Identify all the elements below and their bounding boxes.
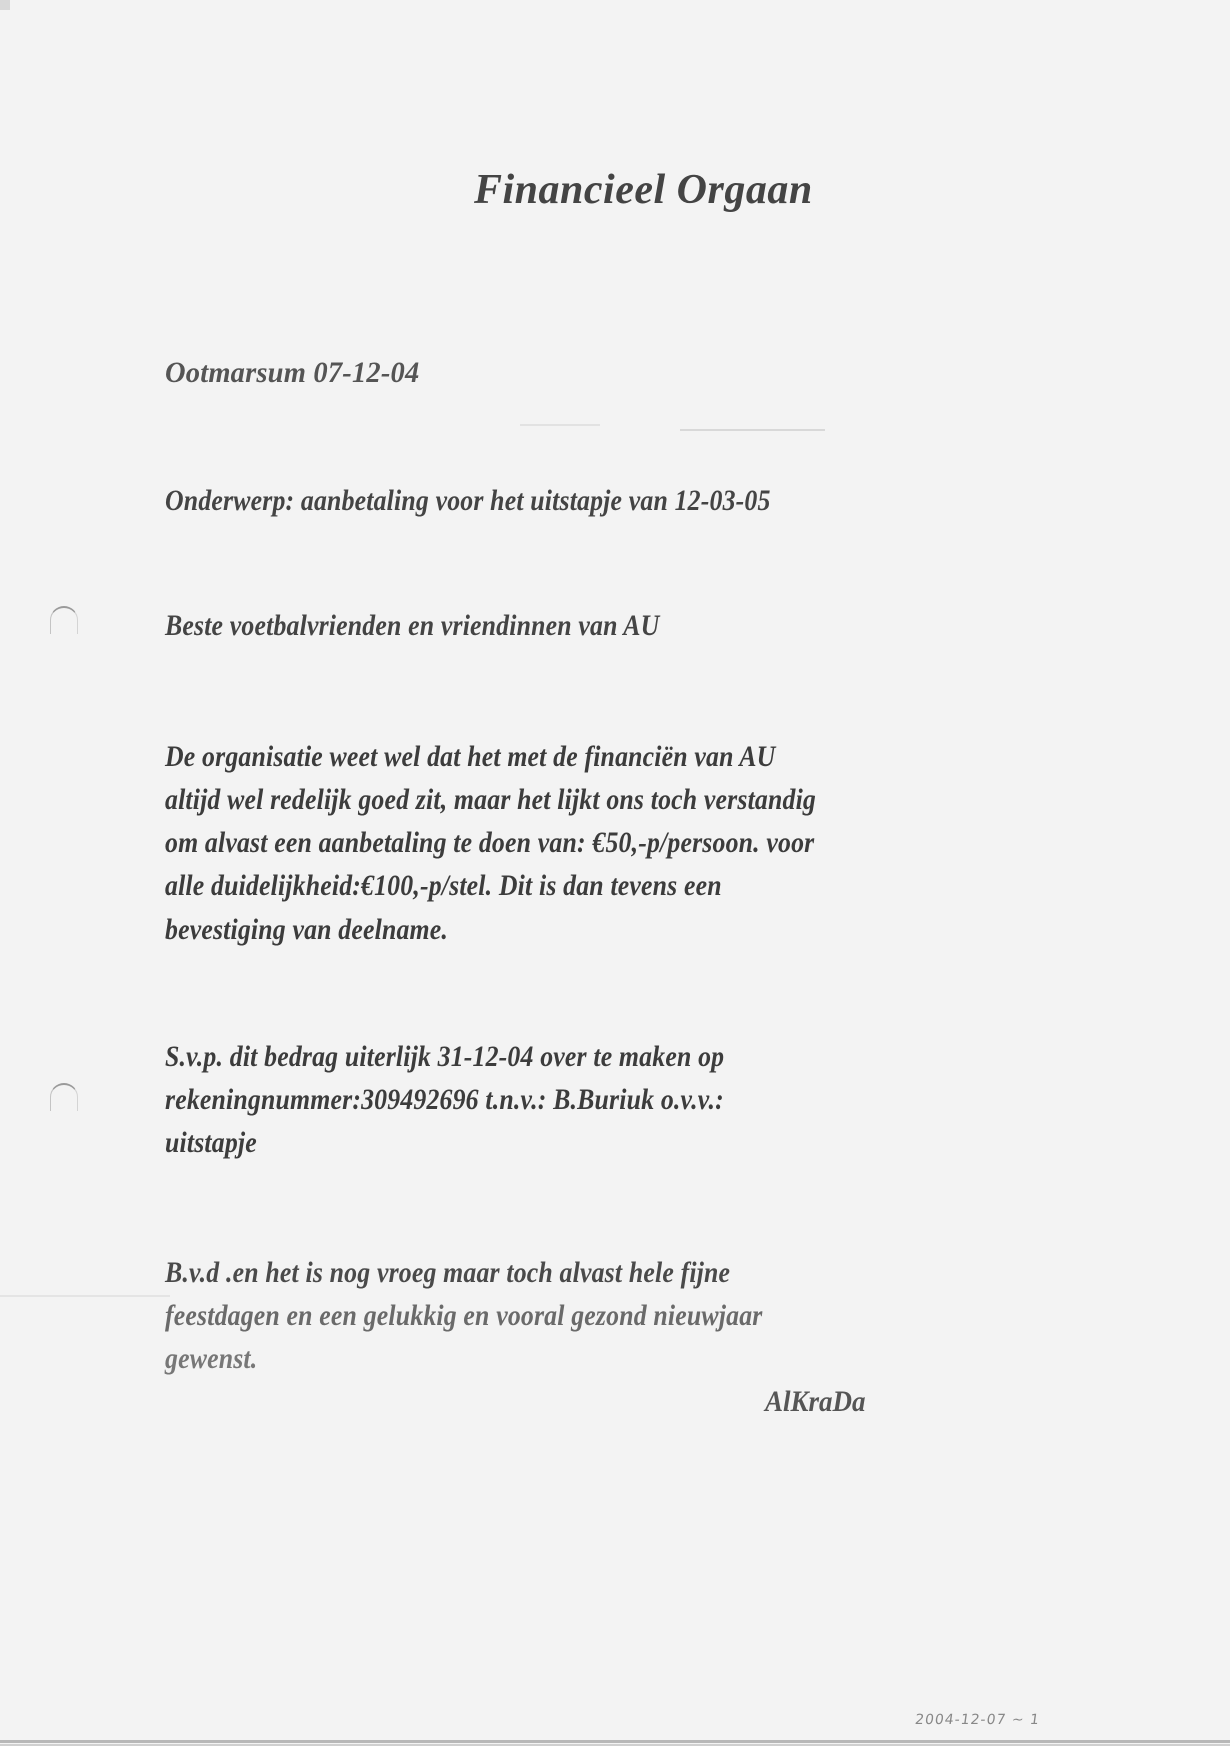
scan-artifact-line: [520, 424, 600, 426]
scan-artifact-line: [680, 429, 825, 431]
punch-hole-mark: [50, 606, 78, 634]
signature: AlKraDa: [765, 1385, 866, 1418]
paragraph-line: uitstapje: [165, 1126, 257, 1159]
paragraph-line: feestdagen en een gelukkig en vooral gezond nieuwjaar: [165, 1299, 763, 1332]
page-bottom-edge: [0, 1740, 1230, 1743]
greeting: Beste voetbalvrienden en vriendinnen van AU: [165, 609, 660, 642]
place-date: Ootmarsum 07-12-04: [165, 356, 420, 389]
paragraph-line: altijd wel redelijk goed zit, maar het lijkt ons toch verstandig: [165, 783, 817, 816]
paragraph-line: gewenst.: [165, 1342, 258, 1375]
subject-line: Onderwerp: aanbetaling voor het uitstapje van 12-03-05: [165, 484, 771, 517]
punch-hole-mark: [50, 1083, 78, 1111]
paragraph-line: om alvast een aanbetaling te doen van: €50,-p/persoon. voor: [165, 826, 815, 859]
paragraph-line: De organisatie weet wel dat het met de financiën van AU: [165, 740, 776, 773]
paragraph-line: B.v.d .en het is nog vroeg maar toch alvast hele fijne: [165, 1256, 731, 1289]
paragraph-line: bevestiging van deelname.: [165, 913, 449, 946]
paragraph-line: alle duidelijkheid:€100,-p/stel. Dit is dan tevens een: [165, 869, 722, 902]
paragraph-line: S.v.p. dit bedrag uiterlijk 31-12-04 over te maken op: [165, 1040, 725, 1073]
letter-title: Financieel Orgaan: [474, 167, 813, 213]
scan-corner-mark: [0, 0, 10, 10]
paragraph-line: rekeningnummer:309492696 t.n.v.: B.Buriuk o.v.v.:: [165, 1083, 724, 1116]
scan-artifact-line: [0, 1295, 170, 1297]
handwritten-date-stamp: 2004-12-07 ~ 1: [913, 1712, 1042, 1728]
